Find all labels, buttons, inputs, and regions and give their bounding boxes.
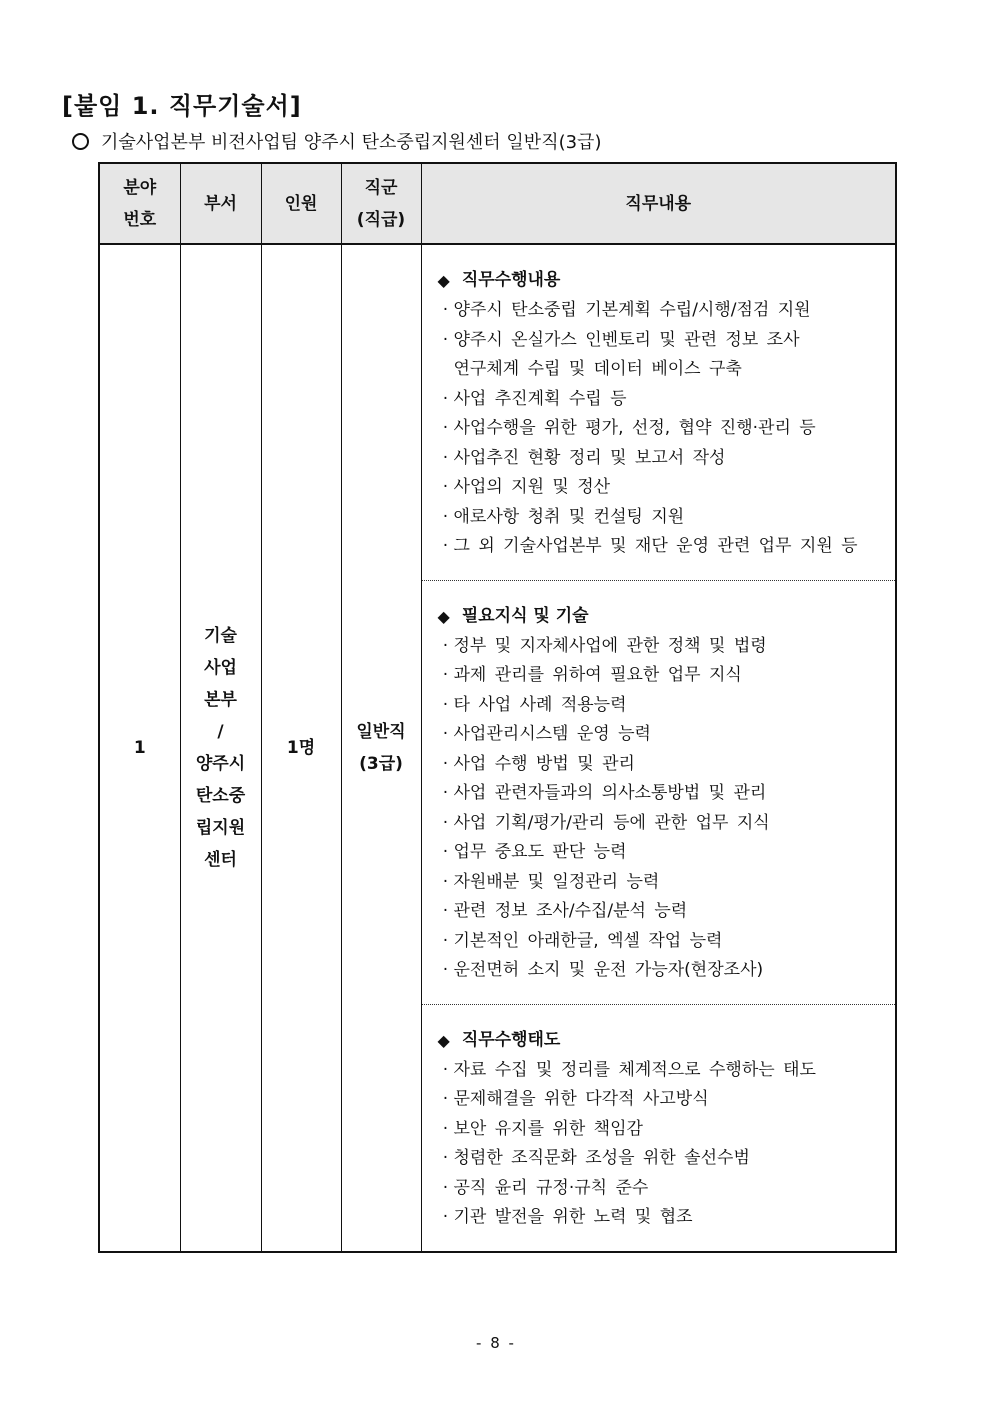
middle-dot-icon: · — [442, 753, 449, 774]
section-work-attitude — [422, 1004, 896, 1251]
middle-dot-icon: · — [442, 960, 449, 980]
list-item-text: 양주시 탄소중립 기본계획 수립/시행/점검 지원 — [453, 300, 811, 320]
list-item — [438, 838, 896, 868]
document-subtitle — [72, 128, 601, 154]
list-item-text: 관련 정보 조사/수집/분석 능력 — [453, 901, 688, 921]
section-job-tasks — [422, 245, 896, 580]
middle-dot-icon: · — [442, 901, 449, 921]
list-item-text: 애로사항 청취 및 컨설팅 지원 — [453, 506, 685, 527]
department-line: 립지원 — [195, 817, 246, 838]
list-item-text: 타 사업 사례 적용능력 — [453, 694, 627, 715]
department-line: 본부 — [204, 689, 237, 710]
section-heading — [438, 601, 896, 632]
diamond-bullet-icon: ◆ — [437, 606, 450, 626]
list-item-text: 정부 및 지자체사업에 관한 정책 및 법령 — [453, 635, 767, 656]
list-item — [438, 691, 896, 721]
header-headcount: 인원 — [261, 163, 341, 244]
diamond-bullet-icon: ◆ — [437, 271, 450, 290]
cell-grade — [341, 244, 421, 1252]
middle-dot-icon: · — [442, 1089, 449, 1109]
list-item-text: 자료 수집 및 정리를 체계적으로 수행하는 태도 — [453, 1059, 816, 1080]
table-header-row — [99, 163, 896, 244]
section-title: 직무수행내용 — [461, 270, 561, 290]
list-item-text: 기관 발전을 위한 노력 및 협조 — [453, 1207, 693, 1227]
list-item-text: 사업 추진계획 수립 등 — [453, 388, 627, 409]
middle-dot-icon: · — [442, 1118, 449, 1139]
list-item — [438, 503, 896, 533]
list-item — [438, 296, 896, 326]
department-line: 탄소중 — [195, 785, 246, 806]
middle-dot-icon: · — [442, 665, 449, 685]
list-item-text: 양주시 온실가스 인벤토리 및 관련 정보 조사 — [453, 329, 800, 350]
department-line: 기술 — [204, 625, 237, 646]
list-item — [438, 385, 896, 415]
list-item — [438, 720, 896, 750]
middle-dot-icon: · — [442, 388, 449, 409]
middle-dot-icon: · — [442, 329, 449, 350]
list-item — [438, 750, 896, 780]
middle-dot-icon: · — [442, 694, 449, 715]
cell-duties — [421, 244, 896, 1252]
list-item — [438, 1144, 896, 1174]
header-grade-line2: (직급) — [356, 209, 406, 230]
middle-dot-icon: · — [442, 447, 449, 468]
list-item-text: 사업의 지원 및 정산 — [453, 477, 611, 497]
middle-dot-icon: · — [442, 418, 449, 438]
middle-dot-icon: · — [442, 1177, 449, 1198]
list-item — [438, 927, 896, 957]
middle-dot-icon: · — [442, 477, 449, 497]
middle-dot-icon: · — [442, 1059, 449, 1080]
list-item — [438, 661, 896, 691]
list-item-text: 사업 수행 방법 및 관리 — [453, 753, 635, 774]
list-item-text: 과제 관리를 위하여 필요한 업무 지식 — [453, 665, 742, 685]
middle-dot-icon: · — [442, 930, 449, 951]
list-item-text: 사업 기획/평가/관리 등에 관한 업무 지식 — [453, 812, 770, 833]
list-item — [438, 444, 896, 474]
list-item-text: 그 외 기술사업본부 및 재단 운영 관련 업무 지원 등 — [453, 536, 858, 556]
table-row — [99, 244, 896, 1252]
list-item — [438, 414, 896, 444]
list-item — [438, 1115, 896, 1145]
header-field-no — [99, 163, 180, 244]
cell-field-no: 1 — [99, 244, 180, 1252]
department-line: / — [217, 721, 224, 742]
list-item — [438, 897, 896, 927]
list-item-text: 사업추진 현황 정리 및 보고서 작성 — [453, 447, 726, 468]
diamond-bullet-icon: ◆ — [437, 1030, 450, 1050]
list-item — [438, 779, 896, 809]
header-grade — [341, 163, 421, 244]
page-number: - 8 - — [476, 1334, 516, 1352]
list-item — [438, 1085, 896, 1115]
list-item-text: 사업 관련자들과의 의사소통방법 및 관리 — [453, 783, 767, 803]
job-description-table — [98, 162, 897, 1253]
document-title: [붙임 1. 직무기술서] — [62, 92, 302, 120]
department-line: 양주시 — [195, 753, 246, 774]
subtitle-text: 기술사업본부 비전사업팀 양주시 탄소중립지원센터 일반직(3급) — [101, 132, 602, 153]
circle-bullet-icon — [72, 133, 89, 150]
list-item-text: 문제해결을 위한 다각적 사고방식 — [453, 1089, 709, 1109]
middle-dot-icon: · — [442, 842, 449, 862]
section-required-skills — [422, 580, 896, 1004]
middle-dot-icon: · — [442, 1148, 449, 1168]
list-item-text: 사업관리시스템 운영 능력 — [453, 724, 651, 744]
list-item-text: 공직 윤리 규정·규칙 준수 — [453, 1177, 649, 1198]
department-line: 사업 — [204, 657, 237, 678]
list-item-text: 운전면허 소지 및 운전 가능자(현장조사) — [453, 960, 764, 980]
list-item — [438, 1056, 896, 1086]
department-line: 센터 — [204, 849, 237, 870]
middle-dot-icon: · — [442, 724, 449, 744]
header-field-no-line1: 분야 — [123, 177, 157, 198]
header-duties: 직무내용 — [421, 163, 896, 244]
list-item — [438, 809, 896, 839]
middle-dot-icon: · — [442, 871, 449, 892]
list-item — [438, 326, 896, 356]
list-item-continuation — [438, 355, 896, 385]
section-heading — [438, 1025, 896, 1056]
cell-department — [180, 244, 261, 1252]
middle-dot-icon: · — [442, 300, 449, 320]
list-item — [438, 956, 896, 986]
section-title: 필요지식 및 기술 — [461, 605, 589, 626]
grade-line1: 일반직 — [356, 721, 406, 742]
list-item-text: 사업수행을 위한 평가, 선정, 협약 진행·관리 등 — [453, 418, 816, 438]
list-item — [438, 868, 896, 898]
middle-dot-icon: · — [442, 635, 449, 656]
list-item-text: 연구체계 수립 및 데이터 베이스 구축 — [453, 359, 742, 379]
list-item-text: 기본적인 아래한글, 엑셀 작업 능력 — [453, 930, 723, 951]
list-item — [438, 473, 896, 503]
header-field-no-line2: 번호 — [123, 209, 157, 230]
section-heading — [438, 265, 896, 296]
header-department: 부서 — [180, 163, 261, 244]
section-title: 직무수행태도 — [461, 1029, 561, 1050]
middle-dot-icon: · — [442, 536, 449, 556]
middle-dot-icon: · — [442, 783, 449, 803]
header-grade-line1: 직군 — [364, 177, 398, 198]
list-item — [438, 1174, 896, 1204]
middle-dot-icon: · — [442, 1207, 449, 1227]
list-item-text: 업무 중요도 판단 능력 — [453, 842, 627, 862]
list-item-text: 청렴한 조직문화 조성을 위한 솔선수범 — [453, 1148, 750, 1168]
middle-dot-icon: · — [442, 812, 449, 833]
list-item — [438, 1203, 896, 1233]
cell-headcount: 1명 — [261, 244, 341, 1252]
list-item-text: 보안 유지를 위한 책임감 — [453, 1118, 643, 1139]
grade-line2: (3급) — [359, 753, 403, 774]
list-item — [438, 532, 896, 562]
middle-dot-icon: · — [442, 506, 449, 527]
list-item — [438, 632, 896, 662]
list-item-text: 자원배분 및 일정관리 능력 — [453, 871, 660, 892]
